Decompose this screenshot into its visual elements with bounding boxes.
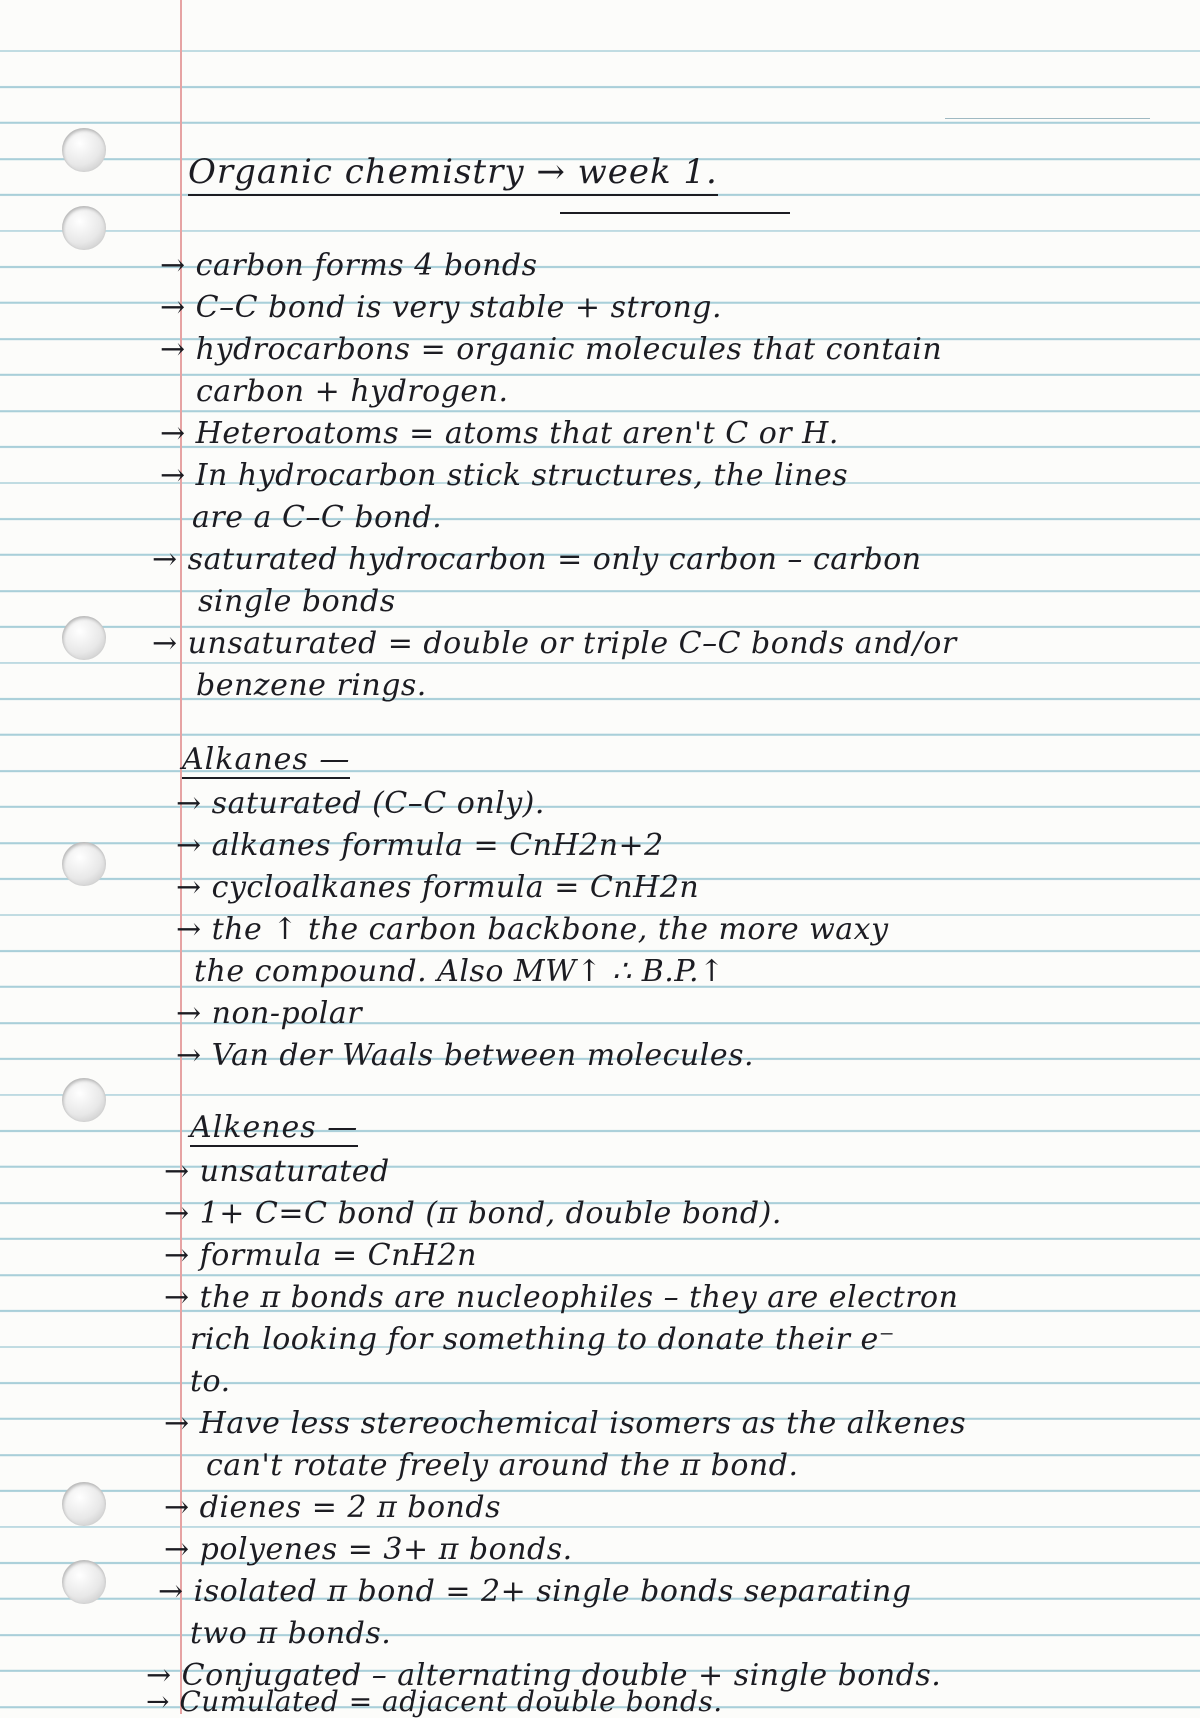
note-line: → polyenes = 3+ π bonds. bbox=[164, 1532, 573, 1567]
note-line: → saturated hydrocarbon = only carbon – carbon bbox=[152, 542, 922, 577]
note-line: → non-polar bbox=[176, 996, 363, 1031]
note-line: → Van der Waals between molecules. bbox=[176, 1038, 755, 1073]
note-line: → Cumulated = adjacent double bonds. bbox=[146, 1685, 723, 1718]
note-line: can't rotate freely around the π bond. bbox=[206, 1448, 799, 1483]
note-line: the compound. Also MW↑ ∴ B.P.↑ bbox=[194, 954, 725, 989]
note-line: rich looking for something to donate their e⁻ bbox=[190, 1322, 896, 1357]
note-line: → cycloalkanes formula = CnH2n bbox=[176, 870, 700, 905]
note-line: → carbon forms 4 bonds bbox=[160, 248, 538, 283]
alkenes-heading: Alkenes — bbox=[190, 1110, 359, 1145]
note-line: carbon + hydrogen. bbox=[196, 374, 509, 409]
alkanes-heading: Alkanes — bbox=[182, 742, 351, 777]
title-underline bbox=[560, 212, 790, 214]
note-line: → the ↑ the carbon backbone, the more waxy bbox=[176, 912, 889, 947]
note-line: → unsaturated = double or triple C–C bonds and/or bbox=[152, 626, 957, 661]
note-line: → 1+ C=C bond (π bond, double bond). bbox=[164, 1196, 782, 1231]
note-line: benzene rings. bbox=[196, 668, 427, 703]
note-line: → Have less stereochemical isomers as the alkenes bbox=[164, 1406, 967, 1441]
note-line: two π bonds. bbox=[190, 1616, 392, 1651]
note-line: → hydrocarbons = organic molecules that contain bbox=[160, 332, 943, 367]
note-line: → saturated (C–C only). bbox=[176, 786, 545, 821]
note-line: → Conjugated – alternating double + single bonds. bbox=[146, 1658, 942, 1693]
note-line: → dienes = 2 π bonds bbox=[164, 1490, 501, 1525]
note-line: → formula = CnH2n bbox=[164, 1238, 477, 1273]
note-line: single bonds bbox=[198, 584, 396, 619]
note-line: are a C–C bond. bbox=[192, 500, 443, 535]
page-title: Organic chemistry → week 1. bbox=[188, 152, 718, 196]
note-line: → isolated π bond = 2+ single bonds separating bbox=[158, 1574, 912, 1609]
note-line: → Heteroatoms = atoms that aren't C or H. bbox=[160, 416, 839, 451]
note-line: → C–C bond is very stable + strong. bbox=[160, 290, 723, 325]
note-line: → alkanes formula = CnH2n+2 bbox=[176, 828, 664, 863]
note-line: → unsaturated bbox=[164, 1154, 390, 1189]
note-line: → In hydrocarbon stick structures, the lines bbox=[160, 458, 849, 493]
note-line: → the π bonds are nucleophiles – they are electron bbox=[164, 1280, 959, 1315]
note-line: to. bbox=[190, 1364, 231, 1399]
